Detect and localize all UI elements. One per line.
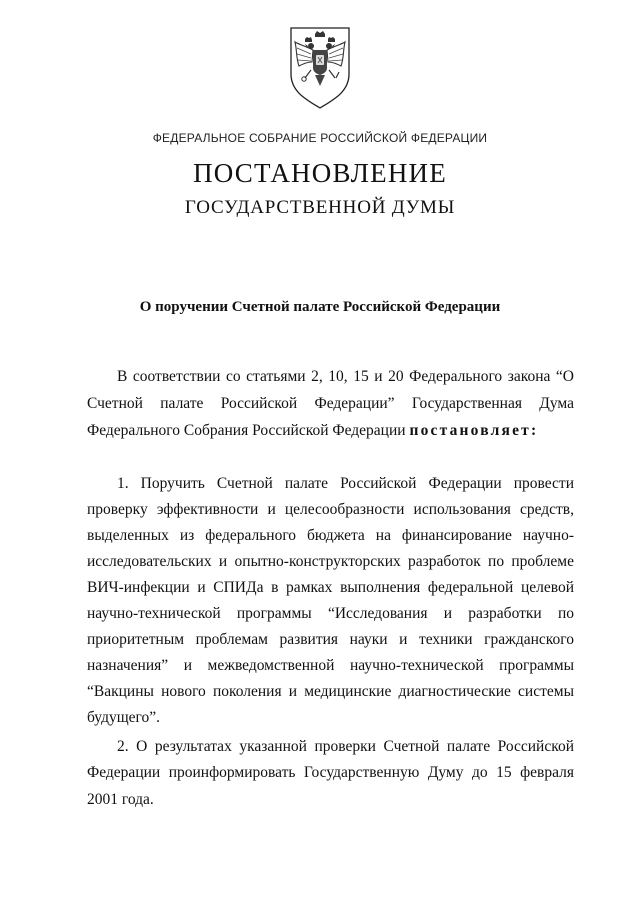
document-subtitle: ГОСУДАРСТВЕННОЙ ДУМЫ: [184, 197, 456, 218]
resolves-word: постановляет:: [409, 422, 539, 439]
item1-line-5: ВИЧ-инфекции и СПИДа в рамках выполнения федеральной целевой: [87, 579, 574, 596]
item1-line-4: исследовательских и опытно-конструкторских разработок по проблеме: [87, 553, 574, 570]
assembly-name: ФЕДЕРАЛЬНОЕ СОБРАНИЕ РОССИЙСКОЙ ФЕДЕРАЦИИ: [152, 131, 488, 145]
item1-line-7: приоритетным проблемам развития науки и техники гражданского: [87, 631, 574, 648]
resolution-heading: О поручении Счетной палате Российской Федерации: [139, 299, 501, 315]
item1-line-2: проверку эффективности и целесообразности использования средств,: [87, 501, 574, 518]
item1-line-8: назначения” и межведомственной научно-технической программы: [87, 657, 574, 674]
item1-line-1: 1. Поручить Счетной палате Российской Федерации провести: [117, 475, 574, 492]
item2-line-1: 2. О результатах указанной проверки Счетной палате Российской: [117, 738, 574, 755]
preamble-line-1: В соответствии со статьями 2, 10, 15 и 20 Федерального закона “О: [117, 368, 574, 385]
item1-line-3: выделенных из федерального бюджета на финансирование научно-: [87, 527, 574, 544]
item2-line-3: 2001 года.: [87, 791, 154, 808]
preamble-line-2: Счетной палате Российской Федерации” Государственная Дума: [87, 395, 574, 412]
document-title: ПОСТАНОВЛЕНИЕ: [193, 158, 447, 188]
item1-line-9: “Вакцины нового поколения и медицинские диагностические системы: [87, 683, 574, 700]
coat-of-arms-icon: [285, 22, 355, 112]
preamble-line-3: [87, 421, 538, 441]
item2-line-2: Федерации проинформировать Государственную Думу до 15 февраля: [87, 764, 574, 781]
item1-line-10: будущего”.: [87, 709, 160, 726]
item1-line-6: научно-технической программы “Исследования и разработки по: [87, 605, 574, 622]
preamble-line-3-text: Федерального Собрания Российской Федерации: [87, 422, 406, 439]
